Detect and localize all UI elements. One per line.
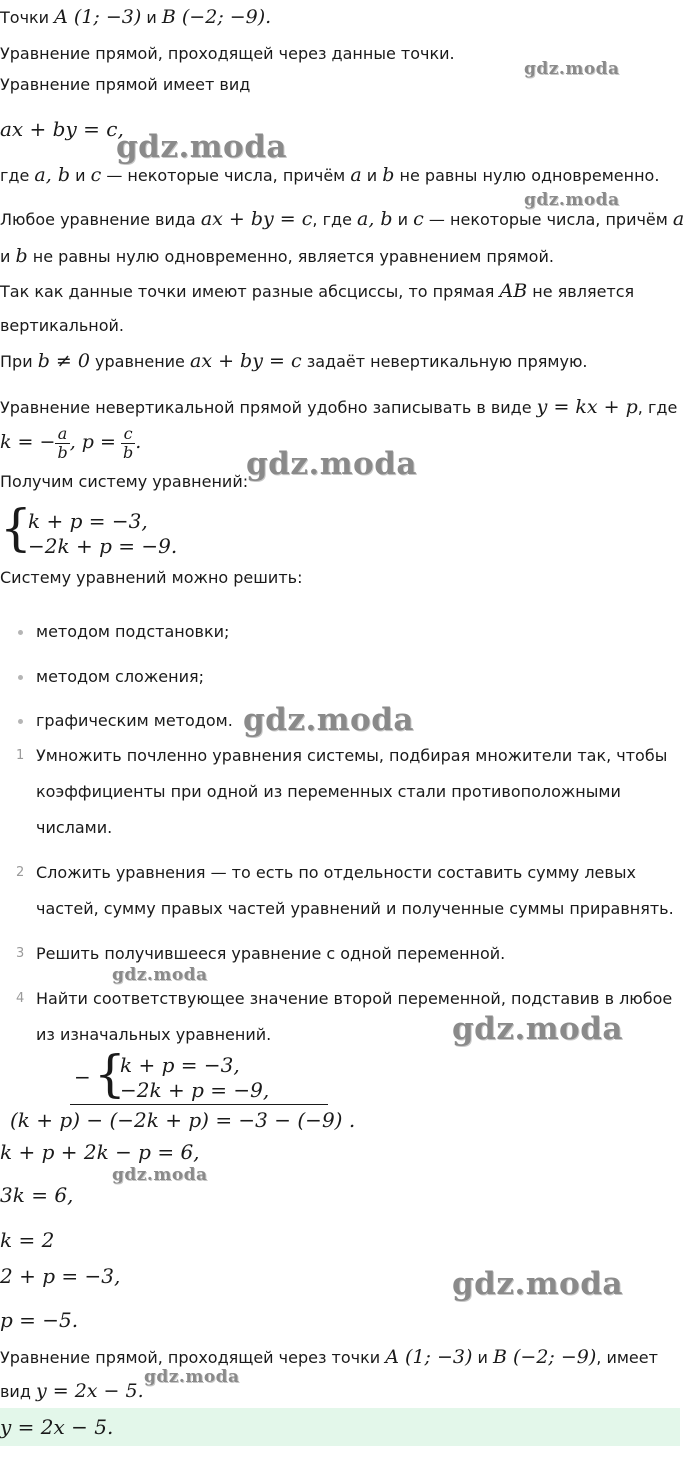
calc-line — [0, 1307, 78, 1333]
text: Точки — [0, 8, 50, 27]
math: c — [413, 208, 424, 230]
fraction — [121, 425, 135, 462]
text: и — [0, 247, 11, 266]
text: где — [0, 166, 30, 185]
watermark: gdz.moda — [524, 59, 620, 79]
given-points — [0, 6, 271, 29]
text: Уравнение невертикальной прямой удобно записывать в виде — [0, 398, 532, 417]
formula: k + p = −3, — [120, 1053, 240, 1077]
text: Так как данные точки имеют разные абсциссы, то прямая — [0, 282, 495, 301]
text: и — [397, 210, 409, 229]
text: — некоторые числа, причём — [428, 210, 668, 229]
system-line-2 — [28, 533, 177, 559]
math: a — [350, 164, 362, 186]
math: a, b — [34, 164, 70, 186]
step-line: Найти соответствующее значение второй переменной, подставив в любое — [36, 989, 673, 1008]
math: a — [672, 208, 684, 230]
divider-line — [70, 1104, 328, 1105]
slope-formulas — [0, 420, 141, 464]
bullet-icon — [18, 675, 23, 680]
conclusion-cont — [0, 1380, 144, 1403]
formula: −2k + p = −9. — [28, 534, 178, 558]
point-b: B (−2; −9). — [161, 6, 272, 28]
paragraph-4 — [0, 208, 684, 231]
method-item: методом подстановки; — [36, 622, 230, 641]
paragraph-8: Получим систему уравнений: — [0, 472, 249, 491]
watermark: gdz.moda — [246, 446, 417, 482]
minus-sign: − — [74, 1065, 91, 1089]
formula: ax + by = c, — [0, 117, 124, 141]
text: , где — [312, 210, 352, 229]
text: не равны нулю одновременно. — [399, 166, 660, 185]
step-line: коэффициенты при одной из переменных стали противоположными — [36, 782, 621, 801]
formula: k + p = −3, — [28, 509, 148, 533]
text: не является — [532, 282, 635, 301]
math: A (1; −3) — [385, 1346, 473, 1368]
calc-line — [0, 1263, 120, 1289]
paragraph-5 — [0, 280, 634, 303]
step-line: частей, сумму правых частей уравнений и полученные суммы приравнять. — [36, 899, 674, 918]
step-number: 3 — [16, 946, 25, 961]
system-line-1 — [28, 508, 148, 534]
point-a: A (1; −3) — [54, 6, 142, 28]
watermark: gdz.moda — [144, 1367, 240, 1387]
numerator: a — [55, 425, 69, 444]
fraction — [55, 425, 69, 462]
watermark: gdz.moda — [243, 702, 414, 738]
text: — некоторые числа, причём — [106, 166, 346, 185]
brace-icon: { — [0, 499, 32, 557]
step-line: Решить получившееся уравнение с одной переменной. — [36, 944, 506, 963]
watermark: gdz.moda — [452, 1011, 623, 1047]
formula: −2k + p = −9, — [120, 1078, 270, 1102]
step-number: 1 — [16, 748, 25, 763]
math: , p = — [69, 431, 116, 453]
math: c — [90, 164, 102, 186]
answer-box — [0, 1408, 680, 1446]
calc-line — [0, 1227, 54, 1253]
math: ax + by = c — [200, 208, 313, 230]
step-line: из изначальных уравнений. — [36, 1025, 272, 1044]
step-line: числами. — [36, 818, 113, 837]
formula: 2 + p = −3, — [0, 1264, 121, 1288]
text: Любое уравнение вида — [0, 210, 196, 229]
calc-line — [0, 1182, 73, 1208]
text: и — [75, 166, 86, 185]
text: уравнение — [95, 352, 185, 371]
paragraph-6 — [0, 350, 588, 373]
math: AB — [499, 280, 528, 302]
paragraph-1: Уравнение прямой, проходящей через данные точки. — [0, 44, 455, 63]
general-equation — [0, 116, 124, 142]
text: задаёт невертикальную прямую. — [306, 352, 588, 371]
conclusion — [0, 1346, 658, 1369]
math: . — [135, 431, 142, 453]
step-number: 4 — [16, 991, 25, 1006]
watermark: gdz.moda — [524, 190, 620, 210]
formula: 3k = 6, — [0, 1183, 74, 1207]
paragraph-2: Уравнение прямой имеет вид — [0, 75, 251, 94]
paragraph-3 — [0, 164, 659, 187]
math: b — [382, 164, 395, 186]
step-line: Умножить почленно уравнения системы, подбирая множители так, чтобы — [36, 746, 668, 765]
method-item: методом сложения; — [36, 667, 204, 686]
method-item: графическим методом. — [36, 711, 233, 730]
text: вид — [0, 1382, 31, 1401]
formula: (k + p) − (−2k + p) = −3 − (−9) . — [10, 1108, 356, 1132]
text: При — [0, 352, 33, 371]
paragraph-9: Систему уравнений можно решить: — [0, 568, 303, 587]
brace-icon: { — [94, 1045, 126, 1103]
text: , где — [637, 398, 678, 417]
denominator: b — [57, 443, 68, 462]
text: не равны нулю одновременно, является уравнением прямой. — [32, 247, 554, 266]
text: и — [146, 8, 157, 27]
math: ax + by = c — [190, 350, 302, 372]
denominator: b — [122, 443, 134, 462]
math: b ≠ 0 — [37, 350, 90, 372]
subtraction-line-1 — [120, 1052, 240, 1078]
subtraction-result — [10, 1107, 355, 1133]
step-line: Сложить уравнения — то есть по отдельности составить сумму левых — [36, 863, 636, 882]
text: Уравнение прямой, проходящей через точки — [0, 1348, 381, 1367]
math: b — [15, 245, 28, 267]
step-number: 2 — [16, 865, 25, 880]
formula: k = 2 — [0, 1228, 55, 1252]
paragraph-7 — [0, 396, 677, 419]
watermark: gdz.moda — [112, 965, 208, 985]
math: a, b — [357, 208, 393, 230]
text: , имеет — [596, 1348, 658, 1367]
paragraph-5-cont: вертикальной. — [0, 316, 125, 335]
formula: y = 2x − 5. — [0, 1415, 114, 1439]
math: y = kx + p — [536, 396, 638, 418]
formula: p = −5. — [0, 1308, 79, 1332]
math: k = − — [0, 431, 56, 453]
text: и — [477, 1348, 488, 1367]
math: y = 2x − 5. — [35, 1380, 144, 1402]
math: B (−2; −9) — [492, 1346, 597, 1368]
paragraph-4-cont — [0, 245, 554, 268]
answer — [0, 1414, 113, 1440]
numerator: c — [121, 425, 135, 444]
watermark: gdz.moda — [452, 1266, 623, 1302]
watermark: gdz.moda — [112, 1165, 208, 1185]
calc-line — [0, 1139, 200, 1165]
subtraction-line-2 — [120, 1077, 269, 1103]
bullet-icon — [18, 630, 23, 635]
text: и — [366, 166, 378, 185]
formula: k + p + 2k − p = 6, — [0, 1140, 200, 1164]
watermark: gdz.moda — [116, 129, 287, 165]
bullet-icon — [18, 719, 23, 724]
